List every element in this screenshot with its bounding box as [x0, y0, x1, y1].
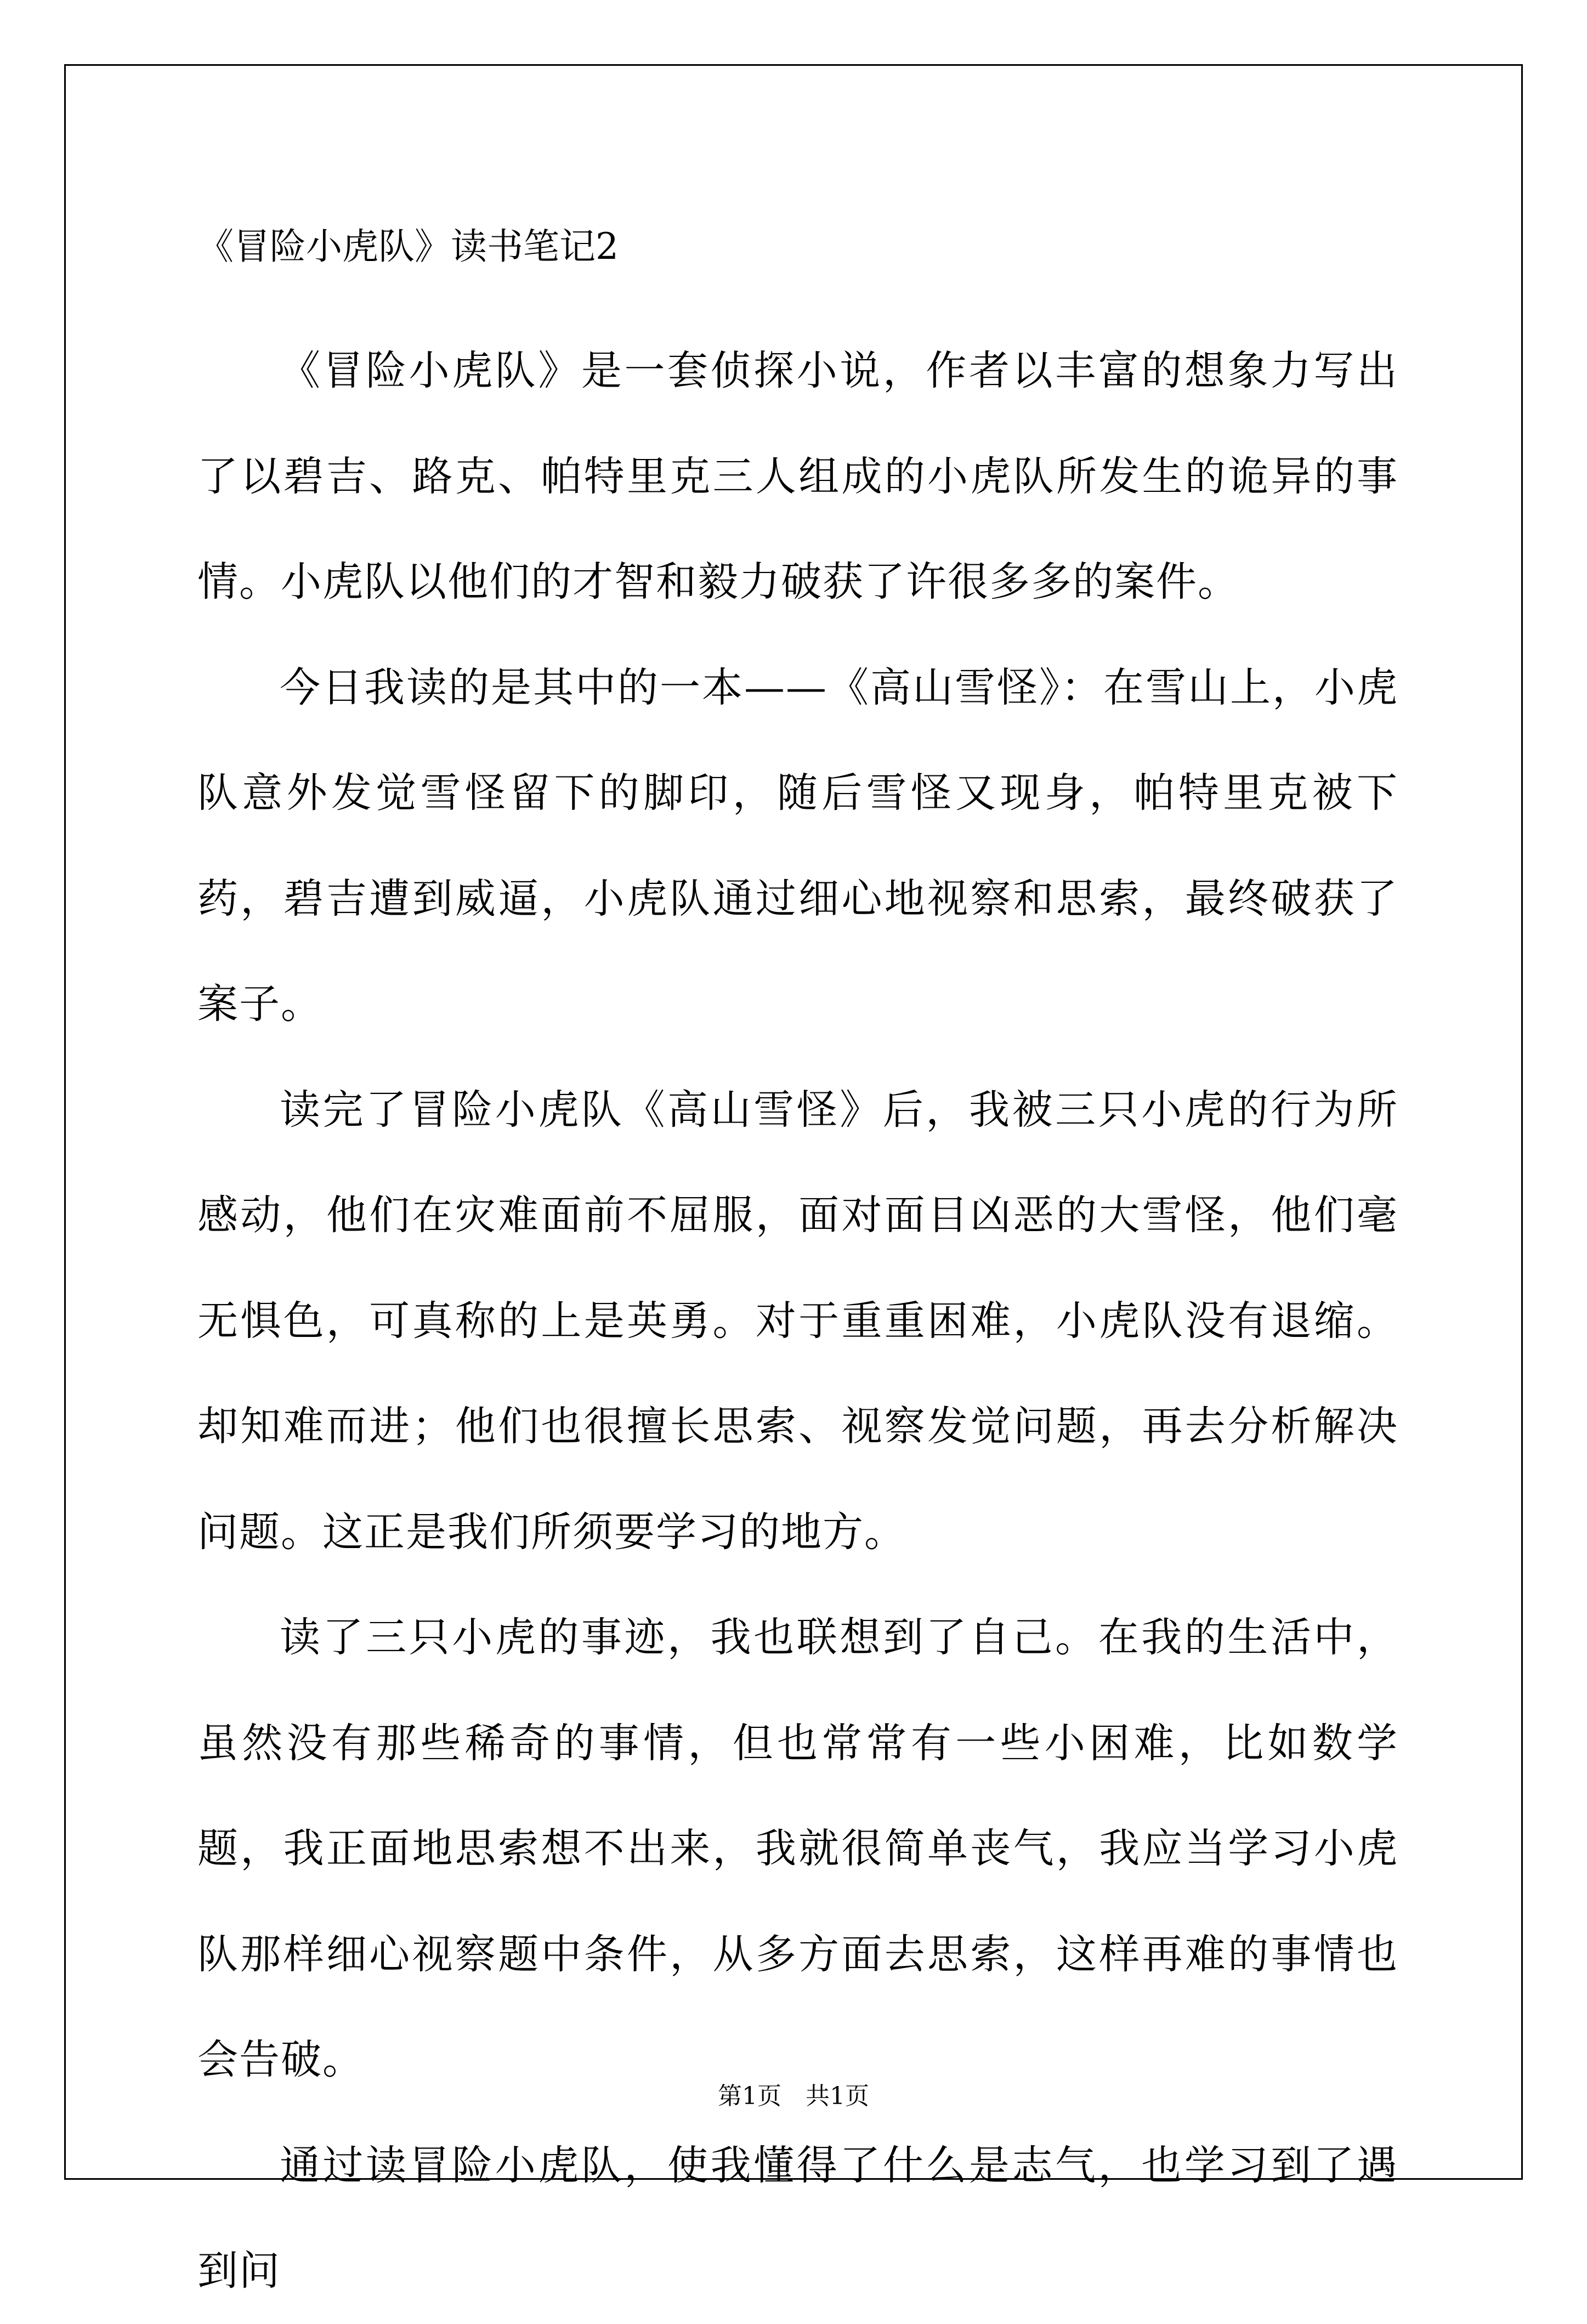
paragraph: 读完了冒险小虎队《高山雪怪》后，我被三只小虎的行为所感动，他们在灾难面前不屈服，面对面目凶恶的大雪怪，他们毫无惧色，可真称的上是英勇。对于重重困难，小虎队没有退缩。却知难而进；他们也很擅长思索、视察发觉问题，再去分析解决问题。这正是我们所须要学习的地方。 [197, 1086, 1398, 1556]
paragraph: 读了三只小虎的事迹，我也联想到了自己。在我的生活中，虽然没有那些稀奇的事情，但也常常有一些小困难，比如数学题，我正面地思索想不出来，我就很简单丧气，我应当学习小虎队那样细心视察题中条件，从多方面去思索，这样再难的事情也会告破。 [197, 1614, 1398, 2083]
document-title: 《冒险小虎队》读书笔记2 [197, 225, 619, 268]
page-number: 第1页 [718, 2082, 781, 2110]
paragraph: 《冒险小虎队》是一套侦探小说，作者以丰富的想象力写出了以碧吉、路克、帕特里克三人组成的小虎队所发生的诡异的事情。小虎队以他们的才智和毅力破获了许很多多的案件。 [197, 347, 1398, 605]
document-body [197, 318, 1398, 2324]
page-footer [0, 2081, 1587, 2112]
page-total: 共1页 [806, 2082, 869, 2110]
paragraph: 今日我读的是其中的一本——《高山雪怪》：在雪山上，小虎队意外发觉雪怪留下的脚印，随后雪怪又现身，帕特里克被下药，碧吉遭到威逼，小虎队通过细心地视察和思索，最终破获了案子。 [197, 664, 1398, 1028]
paragraph: 通过读冒险小虎队，使我懂得了什么是志气，也学习到了遇到问 [197, 2141, 1398, 2294]
